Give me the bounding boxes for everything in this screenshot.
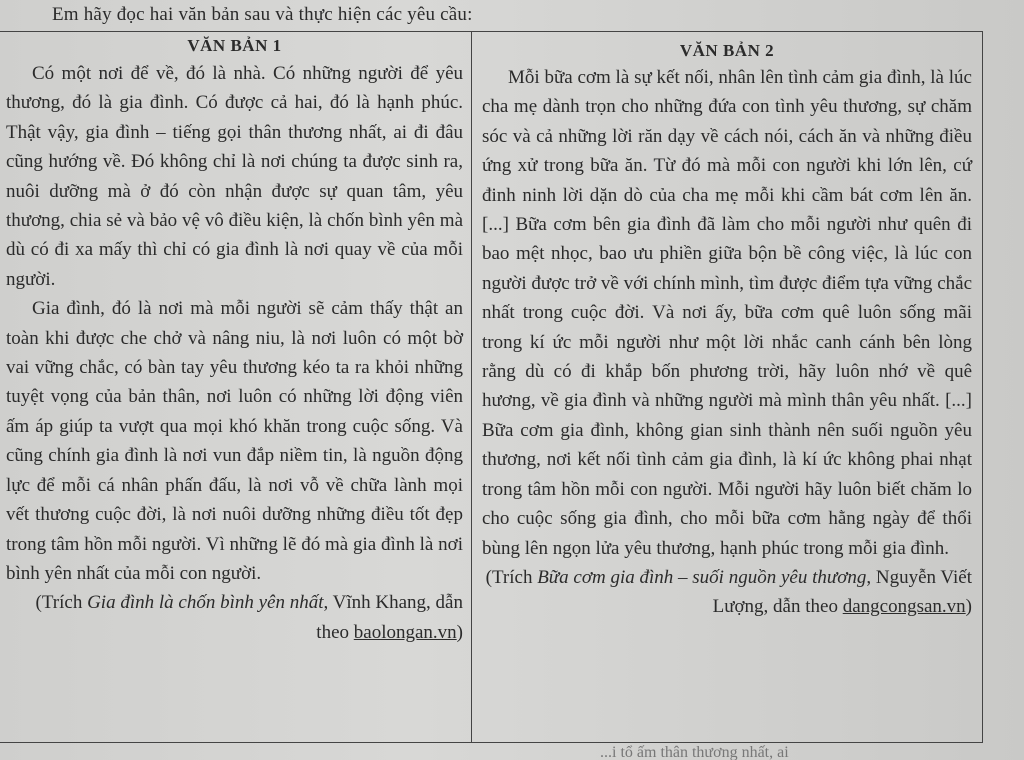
text-2-source — [482, 563, 972, 622]
text-2-column — [482, 31, 972, 622]
text-1-paragraph-1: Có một nơi để về, đó là nhà. Có những người để yêu thương, đó là gia đình. Có được cả hai, đó là hạnh phúc. Thật vậy, gia đình – tiếng gọi thân thương nhất, ai đi đâu cũng hướng về. Đó không chỉ là nơi chúng ta được sinh ra, nuôi dưỡng mà ở đó còn nhận được sự quan tâm, yêu thương, chia sẻ và bảo vệ vô điều kiện, là chốn bình yên mà dù có đi xa mấy thì chỉ có gia đình là nơi quay về của mỗi người. — [6, 63, 463, 290]
cut-off-text-fragment: ...i tổ ấm thân thương nhất, ai — [600, 744, 789, 760]
text-2-heading: VĂN BẢN 2 — [679, 41, 775, 60]
text-1-source-prefix: (Trích — [35, 592, 88, 614]
instruction-text: Em hãy đọc hai văn bản sau và thực hiện các yêu cầu: — [52, 4, 473, 25]
text-1-source-author: , Vĩnh Khang, dẫn theo — [316, 592, 463, 643]
text-2-source-title: Bữa cơm gia đình – suối nguồn yêu thương — [537, 566, 867, 588]
text-1-source — [6, 588, 463, 647]
text-1-source-suffix: ) — [456, 621, 463, 643]
text-1-column — [6, 31, 463, 647]
text-1-source-site: baolongan.vn — [353, 621, 457, 643]
text-2-paragraph: Mỗi bữa cơm là sự kết nối, nhân lên tình cảm gia đình, là lúc cha mẹ dành trọn cho những đứa con tình yêu thương, sự chăm sóc và cả những lời răn dạy về cách nói, cách ăn và những điều ứng xử trong bữa ăn. Từ đó mà mỗi con người khi lớn lên, cứ đinh ninh lời dặn dò của cha mẹ mỗi khi cầm bát cơm lên ăn.[...] Bữa cơm bên gia đình đã làm cho mỗi người như quên đi bao mệt nhọc, bao ưu phiền giữa bộn bề công việc, là lúc con người được trở về với chính mình, tìm được điểm tựa vững chắc nhất trong cuộc đời. Và nơi ấy, bữa cơm quê luôn sống mãi trong kí ức mỗi người như một lời nhắc canh cánh bên lòng rằng dù có đi khắp bốn phương trời, hãy luôn nhớ về quê hương, về gia đình và những người mà mình thân yêu nhất. [...] Bữa cơm gia đình, không gian sinh thành nên suối nguồn yêu thương, nơi kết nối tình cảm gia đình, là kí ức không phai nhạt trong tâm hồn mỗi con người. Mỗi người hãy luôn biết chăm lo cho cuộc sống gia đình, cho mỗi bữa cơm hằng ngày để thổi bùng lên ngọn lửa yêu thương, hạnh phúc trong mỗi gia đình. — [482, 67, 972, 559]
text-2-source-prefix: (Trích — [485, 566, 538, 588]
text-1-heading: VĂN BẢN 1 — [187, 36, 282, 55]
column-divider — [471, 31, 472, 743]
text-2-source-suffix: ) — [965, 596, 972, 618]
text-1-paragraph-2: Gia đình, đó là nơi mà mỗi người sẽ cảm thấy thật an toàn khi được che chở và nâng niu, là nơi luôn có một bờ vai vững chắc, có bàn tay yêu thương kéo ta ra khỏi những tuyệt vọng của bản thân, nơi luôn có những lời động viên ấm áp giúp ta vượt qua mọi khó khăn trong cuộc sống. Và cũng chính gia đình là nơi vun đắp niềm tin, là nguồn động lực để mỗi cá nhân phấn đấu, là nơi vỗ về chữa lành mọi vết thương cuộc đời, là nơi nuôi dưỡng những điều tốt đẹp trong tâm hồn mỗi người. Vì những lẽ đó mà gia đình là nơi bình yên nhất của mỗi con người. — [6, 298, 463, 584]
text-1-source-title: Gia đình là chốn bình yên nhất — [87, 592, 324, 614]
text-2-source-author: , Nguyễn Viết Lượng, dẫn theo — [712, 566, 972, 618]
text-2-source-site: dangcongsan.vn — [842, 596, 966, 618]
